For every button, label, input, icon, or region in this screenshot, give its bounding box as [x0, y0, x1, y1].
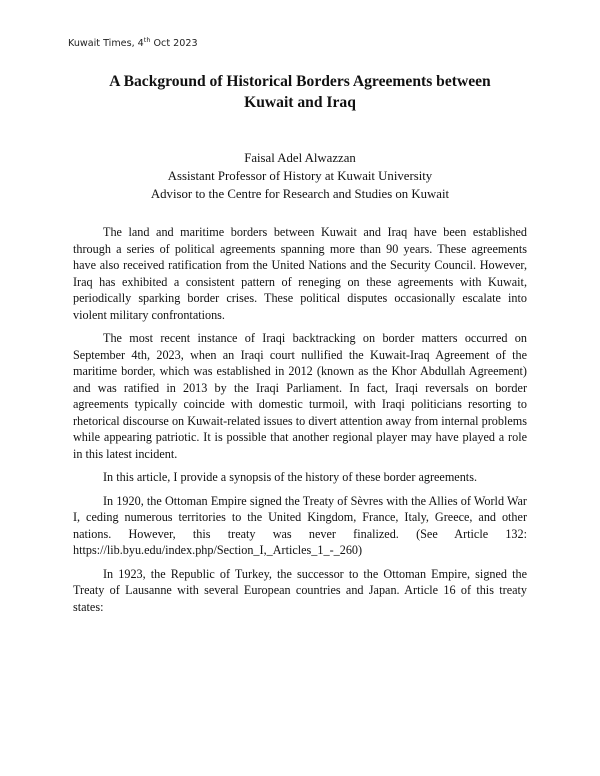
paragraph: In 1920, the Ottoman Empire signed the Treaty of Sèvres with the Allies of World War I, ceding numerous territories to the United Kingdom, France, Italy, Greece, and other nations. However, this treaty was never finalized. (See Article 132: https://lib.byu.edu/index.php/Section_I,_Articles_1_-_260) — [73, 493, 527, 557]
paragraph: The most recent instance of Iraqi backtracking on border matters occurred on September 4th, 2023, when an Iraqi court nullified the Kuwait-Iraq Agreement of the maritime border, which was established in 2012 (known as the Khor Abdullah Agreement) and was ratified in 2013 by the Iraqi Parliament. In fact, Iraqi reversals on border agreements typically coincide with domestic turmoil, with Iraqi politicians resorting to rhetorical discourse on Kuwait-related issues to divert attention away from internal problems while appearing patriotic. It is possible that another regional player may have played a role in this latest incident. — [73, 331, 527, 461]
header-date: Oct 2023 — [150, 38, 198, 50]
author-name: Faisal Adel Alwazzan — [244, 151, 356, 165]
title-line-1: A Background of Historical Borders Agreements between — [109, 73, 491, 90]
article-body — [73, 224, 527, 622]
author-byline — [60, 149, 540, 203]
paragraph: In this article, I provide a synopsis of the history of these border agreements. — [103, 470, 477, 484]
publication-header — [68, 36, 198, 49]
header-source: Kuwait Times, 4 — [68, 38, 144, 50]
title-line-2: Kuwait and Iraq — [244, 94, 356, 111]
header-ordinal: th — [143, 36, 151, 44]
author-position: Assistant Professor of History at Kuwait University — [167, 169, 433, 183]
paragraph: The land and maritime borders between Kuwait and Iraq have been established through a series of political agreements spanning more than 90 years. These agreements have also received ratification from the United Nations and the Security Council. However, Iraq has exhibited a consistent pattern of reneging on these agreements with Kuwait, periodically sparking border crises. These political disputes occasionally escalate into violent military confrontations. — [73, 225, 527, 322]
article-title — [60, 71, 540, 113]
author-role: Advisor to the Centre for Research and Studies on Kuwait — [150, 187, 450, 201]
paragraph: In 1923, the Republic of Turkey, the successor to the Ottoman Empire, signed the Treaty of Lausanne with several European countries and Japan. Article 16 of this treaty states: — [73, 566, 527, 614]
